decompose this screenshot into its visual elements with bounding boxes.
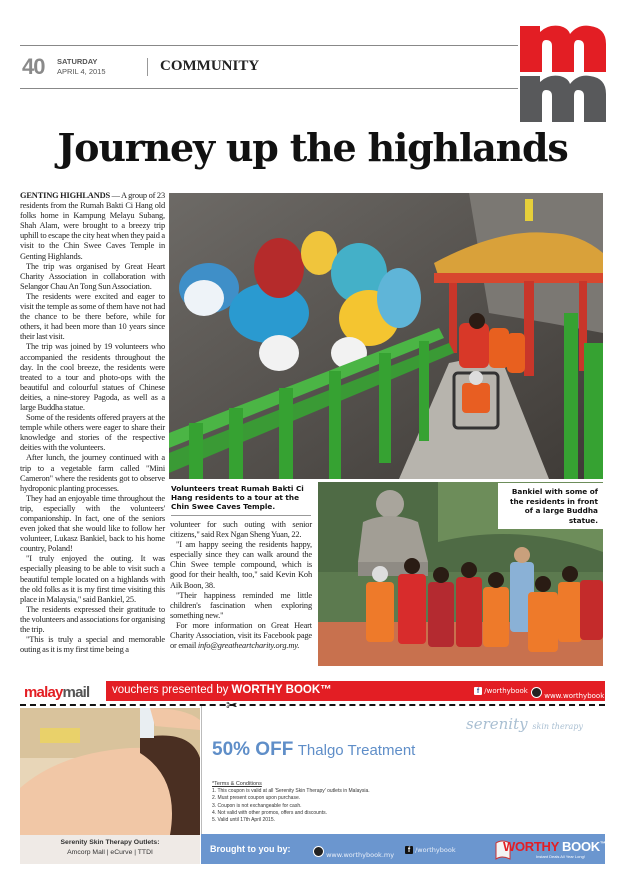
brought-by-label: Brought to you by: (210, 844, 291, 854)
book-logo-word: BOOK (558, 839, 600, 854)
photo-caption-2: Bankiel with some of the residents in front of a large Buddha statue. (498, 483, 603, 529)
footer-facebook-link[interactable] (405, 846, 456, 854)
offer-discount: 50% OFF (212, 739, 294, 760)
worthy-book-tagline: Instant Deals All Year Long! (536, 854, 585, 859)
article-paragraph: The residents were excited and eager to visit the temple as some of them have not had the chance to be there before, while for others, it had been more than 10 years since their last visit. (20, 291, 165, 342)
facebook-icon: f (474, 687, 482, 695)
terms-heading: *Terms & Conditions (212, 781, 262, 787)
serenity-wordmark: serenity (466, 715, 528, 733)
article-paragraph: After lunch, the journey continued with a trip to a vegetable farm called "Mini Cameron" where the residents got to observe hydroponic planting processes. (20, 453, 165, 493)
globe-icon (313, 846, 324, 857)
article-paragraph: The trip was organised by Great Heart Charity Association in collaboration with Selangor Chau An Tong Sun Association. (20, 261, 165, 291)
page-number: 40 (22, 54, 45, 79)
masthead-logo-bottom (520, 72, 606, 122)
article-column-1 (20, 191, 165, 655)
photo-temple-walkway (169, 193, 603, 479)
article-paragraph: The residents expressed their gratitude to the volunteers and associations for organising the trip. (20, 604, 165, 635)
issue-day: SATURDAY (57, 57, 98, 66)
article-paragraph: Some of the residents offered prayers at the temple while others were eager to share their knowledge and stories of the respective deities with the volunteers. (20, 413, 165, 453)
banner-brand: WORTHY BOOK™ (231, 684, 332, 696)
footer-website-link[interactable] (313, 846, 394, 859)
footer-facebook-handle: /worthybook (415, 846, 456, 854)
temple-walkway-image (169, 193, 603, 479)
terms-item: 2. Must present coupon upon purchase. (212, 795, 301, 802)
scissors-icon: ✂ (226, 698, 238, 714)
dateline: GENTING HIGHLANDS (20, 191, 110, 200)
worthy-book-logo (503, 839, 606, 854)
banner-prefix: vouchers presented by (112, 684, 232, 696)
article-paragraph: volunteer for such outing with senior citizens," said Rex Ngan Sheng Yuan, 22. (170, 520, 312, 540)
terms-item: 3. Coupon is not exchangeable for cash. (212, 802, 302, 809)
header-rule-bottom (20, 88, 518, 89)
voucher-banner-text (112, 684, 332, 696)
logo-part-malay: malay (24, 684, 63, 701)
terms-and-conditions (212, 781, 370, 824)
spa-image (20, 708, 200, 835)
banner-facebook-link[interactable] (474, 687, 528, 695)
serenity-subtitle: skin therapy (532, 722, 583, 731)
article-paragraph (20, 191, 165, 262)
terms-item: 1. This coupon is valid at all 'Serenity Skin Therapy' outlets in Malaysia. (212, 788, 370, 795)
header-rule-top (20, 45, 518, 46)
terms-item: 5. Valid until 17th April 2015. (212, 817, 276, 824)
malaymail-logo (24, 684, 89, 701)
contact-email-link[interactable]: info@greatheartcharity.org.my. (197, 641, 300, 651)
article-headline: Journey up the highlands (57, 125, 568, 170)
issue-date: APRIL 4, 2015 (57, 67, 106, 76)
website-url: www.worthybook.my (544, 692, 618, 700)
coupon-border (201, 706, 202, 834)
article-paragraph: "This is truly a special and memorable outing as it is my first time being a (20, 635, 165, 655)
globe-icon (531, 687, 542, 698)
article-paragraph: "I am happy seeing the residents happy, especially since they can walk around the Chin Swee temple compound, which is good for their health, too," said Kevin Koh Aik Boon, 38. (170, 540, 312, 590)
article-paragraph: "I truly enjoyed the outing. It was especially pleasing to be able to visit such a beautiful temple located on a highlands with the old folks as it is my first time visiting this place in Malaysia," said Bankiel, 25. (20, 554, 165, 604)
offer-treatment: Thalgo Treatment (297, 742, 416, 759)
article-paragraph: "Their happiness reminded me little children's fascination when exploring something new." (170, 590, 312, 620)
terms-item: 4. Not valid with other promos, offers and discounts. (212, 809, 327, 816)
coupon-cut-line (20, 704, 605, 706)
spa-treatment-photo (20, 708, 200, 835)
serenity-logo (466, 715, 583, 733)
photo-caption-1: Volunteers treat Rumah Bakti Ci Hang residents to a tour at the Chin Swee Caves Temple. (171, 484, 304, 512)
section-name: COMMUNITY (160, 58, 260, 74)
outlets-list: Amcorp Mall | eCurve | TTDI (67, 849, 153, 856)
article-column-2 (170, 520, 312, 651)
header-divider (147, 58, 148, 76)
masthead-logo-top (520, 22, 606, 72)
facebook-handle: /worthybook (484, 687, 528, 695)
trademark-mark: ™ (599, 841, 606, 848)
facebook-icon: f (405, 846, 413, 854)
article-paragraph (170, 621, 312, 651)
logo-part-mail: mail (62, 684, 90, 701)
outlets-box (20, 835, 200, 864)
caption-rule (171, 515, 311, 516)
offer-headline (212, 739, 415, 761)
outlets-heading: Serenity Skin Therapy Outlets: (60, 839, 160, 846)
footer-website-url: www.worthybook.my (326, 851, 395, 859)
article-paragraph: The trip was joined by 19 volunteers who accompanied the residents throughout the day. In the cool breeze, the residents were treated to a tour and photo-ops with the beautiful and colourful statues of Chinese deities, a nine-storey Pagoda, as well as a large Buddha statue. (20, 342, 165, 412)
worthy-logo-word: WORTHY (503, 839, 559, 854)
paragraph-text: — A group of 23 residents from the Rumah Bakti Ci Hang old folks home in Kampung Melayu Subang, Shah Alam, were brought to a breezy trip uphill to escape the city heat when they paid a visit to the Chin Swee Caves Temple in Genting Highlands. (20, 191, 165, 261)
banner-website-link[interactable] (531, 687, 617, 700)
paragraph-text: For more information on Great Heart Charity Association, visit its Facebook page or email (170, 620, 312, 651)
article-paragraph: They had an enjoyable time throughout the trip, especially with the volunteers' companionship. In fact, one of the seniors even joked that she would like to follow her volunteer, Lukasz Bankiel, back to his home country, Poland! (20, 493, 165, 554)
